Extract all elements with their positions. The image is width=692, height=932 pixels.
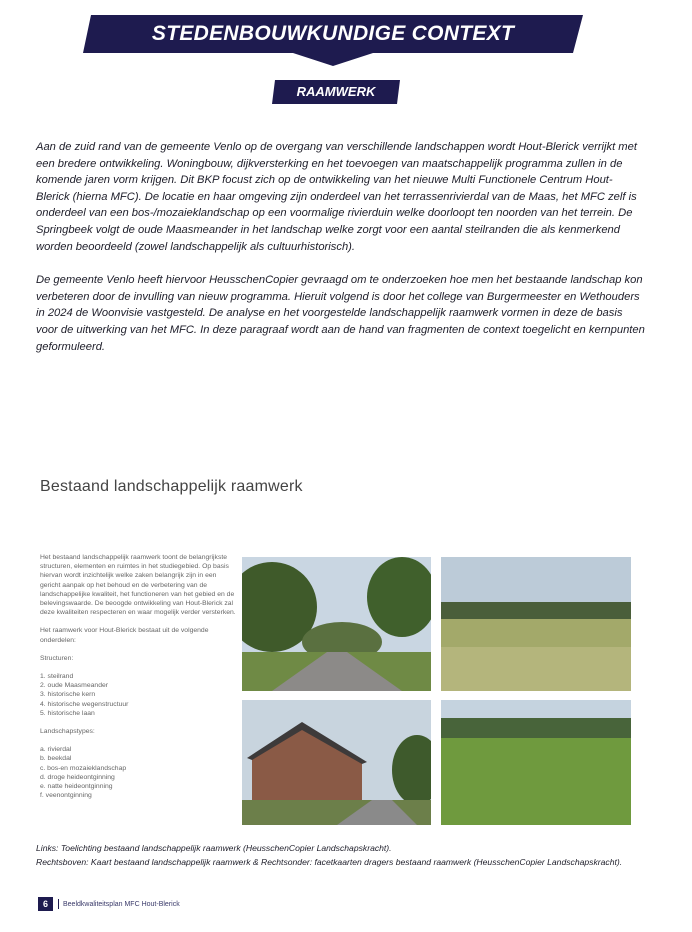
list-item: a. rivierdal (40, 746, 72, 754)
subsection-title: RAAMWERK (296, 84, 376, 99)
photo-meadow (441, 557, 631, 691)
caption-left: Links: Toelichting bestaand landschappelijk raamwerk (HeusschenCopier Landschapskracht). (36, 843, 392, 853)
list-item: 4. historische wegenstructuur (40, 700, 129, 708)
figure-intro: Het bestaand landschappelijk raamwerk toont de belangrijkste structuren, elementen en ruimtes in het studiegebied. Op basis hiervan wordt inzichtelijk welke zaken belangrijk zijn in een gericht aanpak op het behoud en de verbetering van de landschappelijke kwaliteit, het functioneren van het gebied en de belevingswaarde. De beoogde ontwikkeling van Hout-Blerick zal deze kwaliteiten respecteren en waar mogelijk verder versterken. (40, 554, 236, 617)
footer (38, 897, 180, 911)
list-item: e. natte heideontginning (40, 783, 113, 791)
list-item: 5. historische laan (40, 709, 95, 717)
body-text (36, 139, 646, 372)
list-item: d. droge heideontginning (40, 773, 115, 781)
list-item: f. veenontginning (40, 792, 92, 800)
page-number: 6 (38, 897, 53, 911)
caption-right: Rechtsboven: Kaart bestaand landschappelijk raamwerk & Rechtsonder: facetkaarten dragers bestaand raamwerk (HeusschenCopier Landschapskracht). (36, 857, 623, 867)
types-label: Landschapstypes: (40, 728, 95, 736)
paragraph: Aan de zuid rand van de gemeente Venlo op de overgang van verschillende landschappen wordt Hout-Blerick verrijkt met een bredere ontwikkeling. Woningbouw, dijkversterking en het toevoegen van maatschappelijk programma zullen in de komende jaren vorm krijgen. Dit BKP focust zich op de ontwikkeling van het nieuwe Multi Functionele Centrum Hout-Blerick (hierna MFC). De locatie en haar omgeving zijn onderdeel van het terrassenrivierdal van de Maas, het MFC zelf is onderdeel van een bos-/mozaieklandschap op een voormalige rivierduin welke doorloopt ten noorden van het terrein. De Springbeek volgt de oude Maasmeander in het landschap welke zorgt voor een aantal steilranden die als kenmerkend worden beoordeeld (zowel landschappelijk als cultuurhistorisch). (36, 141, 637, 253)
list-item: b. beekdal (40, 755, 72, 763)
figure-title: Bestaand landschappelijk raamwerk (40, 478, 303, 495)
list-item: c. bos-en mozaieklandschap (40, 764, 127, 772)
subsection-banner (272, 80, 400, 104)
photo-farmhouse (242, 700, 431, 825)
structures-label: Structuren: (40, 654, 74, 662)
list-item: 1. steilrand (40, 673, 74, 681)
section-banner (83, 15, 583, 53)
structures-list (40, 672, 236, 718)
section-title: STEDENBOUWKUNDIGE CONTEXT (151, 22, 515, 45)
photo-road-trees (242, 557, 431, 691)
photo-field (441, 700, 631, 825)
types-list (40, 745, 236, 800)
footer-divider (58, 899, 59, 909)
footer-title: Beeldkwaliteitsplan MFC Hout-Blerick (63, 900, 180, 908)
list-item: 3. historische kern (40, 691, 96, 699)
list-item: 2. oude Maasmeander (40, 682, 109, 690)
paragraph: De gemeente Venlo heeft hiervoor HeusschenCopier gevraagd om te onderzoeken hoe men het bestaande landschap kon verbeteren door de invulling van nieuw programma. Hieruit volgend is door het college van Burgermeester en Wethouders in 2024 de Woonvisie vastgesteld. De analyse en het voorgestelde landschappelijk raamwerk vormen in deze de basis voor de uitwerking van het MFC. In deze paragraaf wordt aan de hand van fragmenten de context toegelicht en kernpunten geformuleerd. (36, 274, 645, 353)
figure-intro2: Het raamwerk voor Hout-Blerick bestaat uit de volgende onderdelen: (40, 627, 209, 644)
figure-text (40, 553, 236, 809)
